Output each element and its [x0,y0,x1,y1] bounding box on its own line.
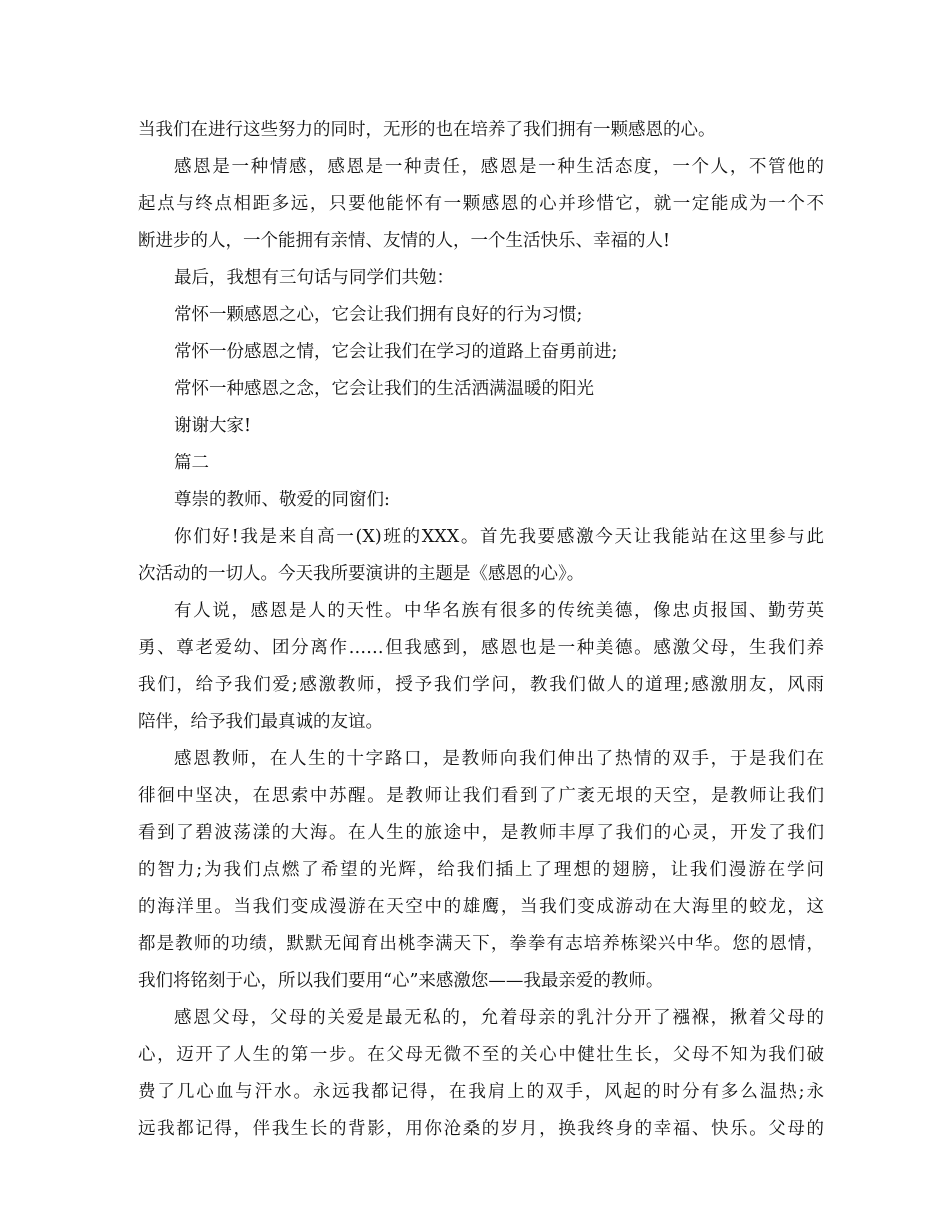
text-line: 次活动的一切人。今天我所要演讲的主题是《感恩的心》。 [138,564,585,584]
text-line: 勇、尊老爱幼、团分离作……但我感到，感恩也是一种美德。感激父母，生我们养 [138,638,824,658]
text-line: 的智力;为我们点燃了希望的光辉，给我们插上了理想的翅膀，让我们漫游在学问 [138,860,824,880]
text-line: 的海洋里。当我们变成漫游在天空中的雄鹰，当我们变成游动在大海里的蛟龙，这 [138,897,824,917]
text-line: 远我都记得，伴我生长的背影，用你沧桑的岁月，换我终身的幸福、快乐。父母的 [138,1119,824,1139]
salutation: 尊崇的教师、敬爱的同窗们: [174,490,390,510]
text-line: 起点与终点相距多远，只要他能怀有一颗感恩的心并珍惜它，就一定能成为一个不 [138,194,824,214]
text-line: 费了几心血与汗水。永远我都记得，在我肩上的双手，风起的时分有多么温热;永 [138,1082,824,1102]
text-line: 徘徊中坚决，在思索中苏醒。是教师让我们看到了广袤无垠的天空，是教师让我们 [138,786,824,806]
text-line: 你们好!我是来自高一(X)班的XXX。首先我要感激今天让我能站在这里参与此 [174,527,824,547]
text-line: 感恩教师，在人生的十字路口，是教师向我们伸出了热情的双手，于是我们在 [174,749,824,769]
text-line: 当我们在进行这些努力的同时，无形的也在培养了我们拥有一颗感恩的心。 [138,120,716,140]
text-line: 我们，给予我们爱;感激教师，授予我们学问，教我们做人的道理;感激朋友，风雨 [138,675,824,695]
text-line: 心，迈开了人生的第一步。在父母无微不至的关心中健壮生长，父母不知为我们破 [138,1045,824,1065]
text-line: 有人说，感恩是人的天性。中华名族有很多的传统美德，像忠贞报国、勤劳英 [174,601,824,621]
text-line: 常怀一份感恩之情，它会让我们在学习的道路上奋勇前进; [174,342,618,362]
text-line: 感恩是一种情感，感恩是一种责任，感恩是一种生活态度，一个人，不管他的 [174,157,824,177]
document-body [138,112,824,1148]
section-heading: 篇二 [174,453,209,473]
text-line: 谢谢大家! [174,416,252,436]
text-line: 常怀一种感恩之念，它会让我们的生活洒满温暖的阳光 [174,379,594,399]
text-line: 感恩父母，父母的关爱是最无私的，允着母亲的乳汁分开了襁褓，揪着父母的 [174,1008,824,1028]
text-line: 我们将铭刻于心，所以我们要用“心”来感激您——我最亲爱的教师。 [138,971,664,991]
text-line: 最后，我想有三句话与同学们共勉： [174,268,454,288]
text-line: 常怀一颗感恩之心，它会让我们拥有良好的行为习惯; [174,305,583,325]
text-line: 断进步的人，一个能拥有亲情、友情的人，一个生活快乐、幸福的人! [138,231,671,251]
text-line: 看到了碧波荡漾的大海。在人生的旅途中，是教师丰厚了我们的心灵，开发了我们 [138,823,824,843]
text-line: 陪伴，给予我们最真诚的友谊。 [138,712,383,732]
text-line: 都是教师的功绩，默默无闻育出桃李满天下，拳拳有志培养栋梁兴中华。您的恩情， [138,934,824,954]
